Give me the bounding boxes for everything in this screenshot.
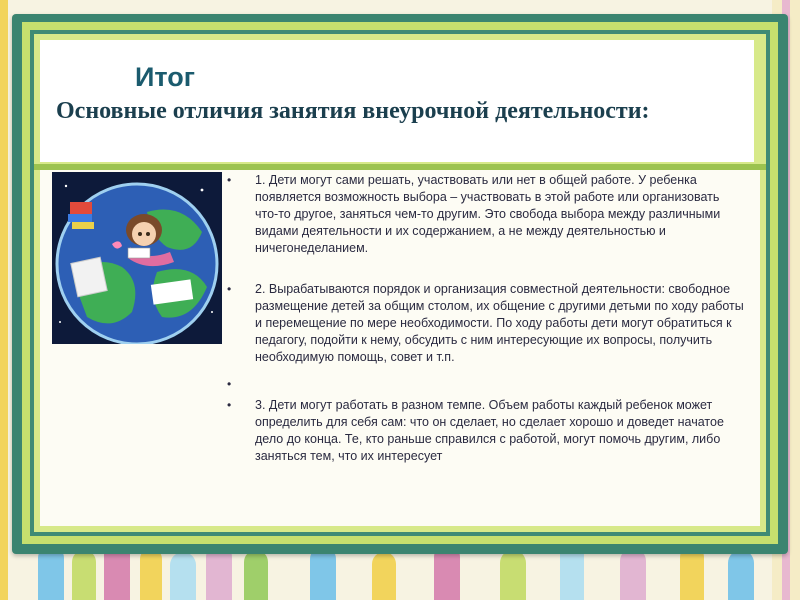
slide-title: Итог xyxy=(135,62,196,92)
globe-with-child-reading-icon xyxy=(52,172,222,344)
list-item xyxy=(225,376,745,393)
bullet-list xyxy=(225,172,745,465)
bullet-icon: • xyxy=(227,173,232,187)
list-item-text: 2. Вырабатываются порядок и организация совместной деятельности: свободное размещение детей за общим столом, их общение с другими детьми по ходу работы и перемещение по мере необходимости. По ходу работы дети могут обратиться к педагогу, подойти к нему, обсудить с ним интересующие их вопросы, получить необходимую помощь, совет и т.п. xyxy=(255,282,744,364)
list-item xyxy=(225,172,745,257)
list-item-text xyxy=(255,377,258,391)
list-item-text: 1. Дети могут сами решать, участвовать или нет в общей работе. У ребенка появляется возможность выбора – участвовать в этой работе или организовать что-то другое, заняться чем-то другим. Это свобода выбора между различными видами деятельности и их содержанием, а не между деятельностью и ничегонеделанием. xyxy=(255,173,721,255)
bullet-icon: • xyxy=(227,398,232,412)
list-item xyxy=(225,397,745,465)
list-item-text: 3. Дети могут работать в разном темпе. Объем работы каждый ребенок может определить для себя сам: что он сделает, но сделает хорошо и доведет начатое дело до конца. Те, кто раньше справился с работой, могут помочь другим, либо заняться тем, что их интересует xyxy=(255,398,724,463)
bullet-icon: • xyxy=(227,377,232,391)
slide-subtitle: Основные отличия занятия внеурочной деятельности: xyxy=(56,98,650,124)
bullet-icon: • xyxy=(227,282,232,296)
list-item xyxy=(225,281,745,366)
